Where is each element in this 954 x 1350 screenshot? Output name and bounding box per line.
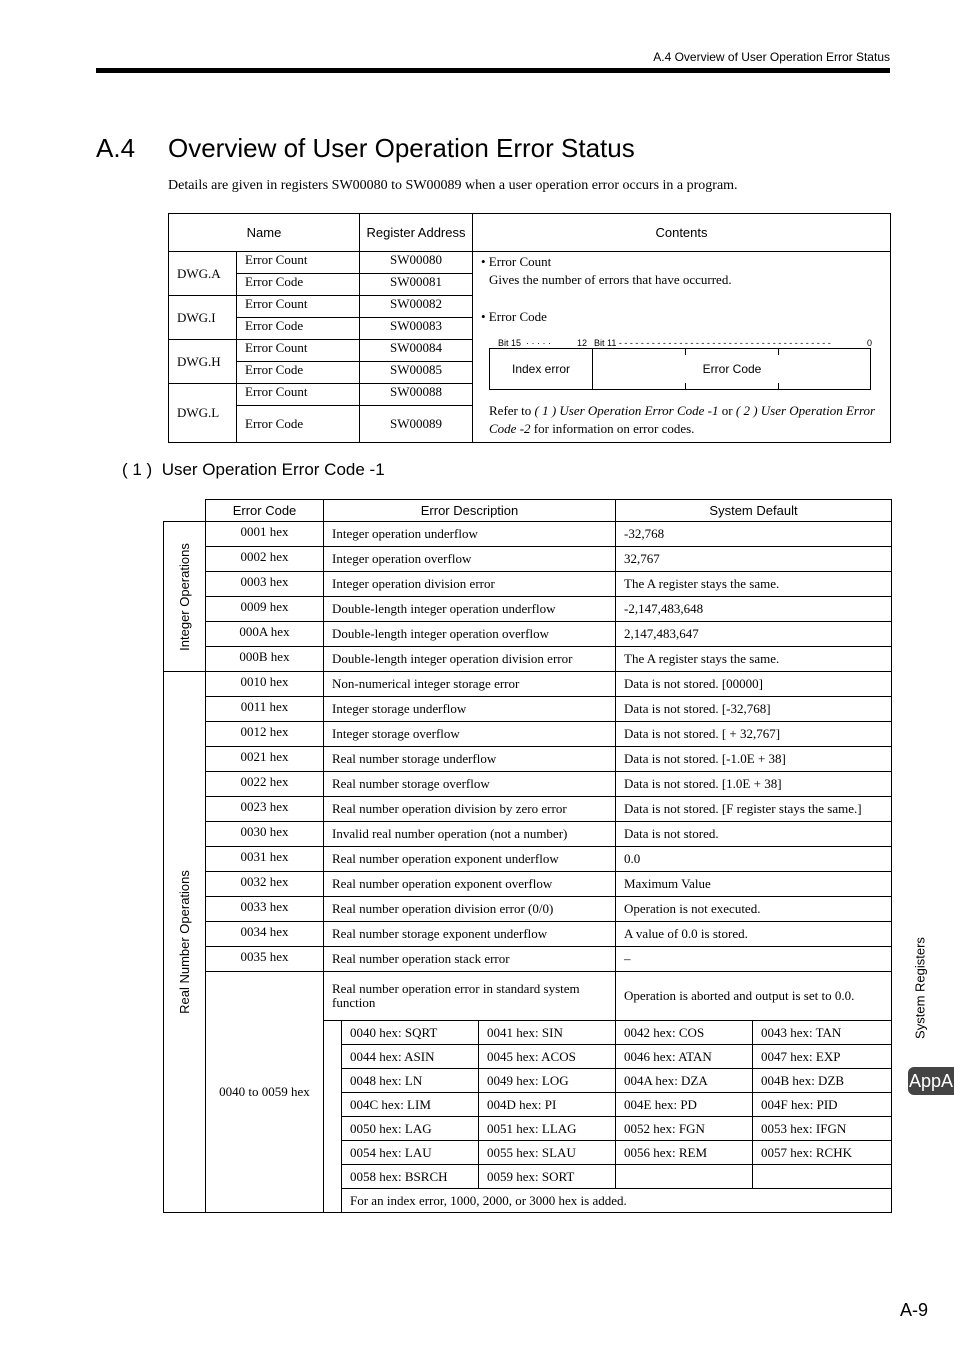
error-code-cell: 000A hex xyxy=(206,622,324,647)
function-cell: 0041 hex: SIN xyxy=(479,1021,616,1045)
function-cell: 0043 hex: TAN xyxy=(753,1021,892,1045)
function-cell: 0044 hex: ASIN xyxy=(342,1045,479,1069)
function-cell: 0058 hex: BSRCH xyxy=(342,1165,479,1189)
system-default-cell: Data is not stored. [-32,768] xyxy=(616,697,892,722)
register-address: SW00089 xyxy=(360,406,473,443)
error-description-cell: Integer operation overflow xyxy=(324,547,616,572)
error-description-cell: Real number operation error in standard system function xyxy=(324,972,616,1021)
function-cell: 0042 hex: COS xyxy=(616,1021,753,1045)
system-default-cell: 0.0 xyxy=(616,847,892,872)
error-header-row xyxy=(164,500,892,522)
error-code-cell: 0033 hex xyxy=(206,897,324,922)
real-number-operations-label-text: Real Number Operations xyxy=(176,870,192,1014)
system-default-cell: 2,147,483,647 xyxy=(616,622,892,647)
function-cell: 0049 hex: LOG xyxy=(479,1069,616,1093)
function-cell: 0055 hex: SLAU xyxy=(479,1141,616,1165)
function-cell: 0048 hex: LN xyxy=(342,1069,479,1093)
header-blank xyxy=(164,500,206,522)
function-cell: 004E hex: PD xyxy=(616,1093,753,1117)
summary-row xyxy=(169,252,891,274)
row-label: Error Code xyxy=(237,362,360,384)
row-label: Error Count xyxy=(237,296,360,318)
error-description-cell: Real number operation stack error xyxy=(324,947,616,972)
system-default-cell: – xyxy=(616,947,892,972)
system-default-cell: Data is not stored. [F register stays the same.] xyxy=(616,797,892,822)
error-code-cell: 0022 hex xyxy=(206,772,324,797)
error-description-cell: Real number operation exponent underflow xyxy=(324,847,616,872)
error-code-cell: 0034 hex xyxy=(206,922,324,947)
bit0-label: 0 xyxy=(867,338,873,348)
row-label: Error Code xyxy=(237,274,360,296)
system-default-cell: Data is not stored. xyxy=(616,822,892,847)
row-label: Error Code xyxy=(237,406,360,443)
error-code-range-cell: 0040 to 0059 hex xyxy=(206,972,324,1213)
error-count-desc: Gives the number of errors that have occurred. xyxy=(489,272,732,287)
real-rows xyxy=(164,672,892,1213)
error-description-cell: Integer operation underflow xyxy=(324,522,616,547)
group-name: DWG.L xyxy=(169,384,237,443)
error-code-cell: 0001 hex xyxy=(206,522,324,547)
function-cell: 004B hex: DZB xyxy=(753,1069,892,1093)
group-name: DWG.A xyxy=(169,252,237,296)
error-code-cell: 0012 hex xyxy=(206,722,324,747)
function-cell: 0040 hex: SQRT xyxy=(342,1021,479,1045)
table-row xyxy=(164,847,892,872)
intro-paragraph: Details are given in registers SW00080 to SW00089 when a user operation error occurs in a program. xyxy=(168,178,738,193)
section-title: Overview of User Operation Error Status xyxy=(168,133,635,163)
table-row xyxy=(164,722,892,747)
system-default-cell: Data is not stored. [1.0E + 38] xyxy=(616,772,892,797)
bit12-label: 12 xyxy=(577,338,588,348)
refer-link-1: ( 1 ) User Operation Error Code -1 xyxy=(534,403,719,418)
function-cell: 0057 hex: RCHK xyxy=(753,1141,892,1165)
error-description-cell: Real number operation exponent overflow xyxy=(324,872,616,897)
function-cell: 0054 hex: LAU xyxy=(342,1141,479,1165)
refer-line-1: Refer to ( 1 ) User Operation Error Code -1 or ( 2 ) User Operation Error xyxy=(489,403,876,418)
subsection-number: ( 1 ) xyxy=(122,460,153,479)
table-row xyxy=(164,697,892,722)
table-row xyxy=(164,547,892,572)
error-description-cell: Non-numerical integer storage error xyxy=(324,672,616,697)
error-description-cell: Integer storage underflow xyxy=(324,697,616,722)
header-register: Register Address xyxy=(360,214,473,252)
function-cell: 0047 hex: EXP xyxy=(753,1045,892,1069)
table-row xyxy=(164,947,892,972)
table-row xyxy=(164,922,892,947)
index-error-note: For an index error, 1000, 2000, or 3000 hex is added. xyxy=(342,1189,892,1213)
group-name: DWG.H xyxy=(169,340,237,384)
error-description-cell: Real number storage exponent underflow xyxy=(324,922,616,947)
register-address: SW00082 xyxy=(360,296,473,318)
error-description-cell: Real number operation division error (0/0) xyxy=(324,897,616,922)
contents-cell xyxy=(473,252,891,443)
system-default-cell: -32,768 xyxy=(616,522,892,547)
function-cell: 004D hex: PI xyxy=(479,1093,616,1117)
error-code-cell: 0002 hex xyxy=(206,547,324,572)
table-row xyxy=(164,822,892,847)
error-description-cell: Double-length integer operation underflow xyxy=(324,597,616,622)
error-description-cell: Integer operation division error xyxy=(324,572,616,597)
row-label: Error Count xyxy=(237,384,360,406)
header-contents: Contents xyxy=(473,214,891,252)
function-cell: 0051 hex: LLAG xyxy=(479,1117,616,1141)
system-default-cell: Data is not stored. [ + 32,767] xyxy=(616,722,892,747)
error-code-cell: 0011 hex xyxy=(206,697,324,722)
function-cell: 0052 hex: FGN xyxy=(616,1117,753,1141)
page-number: A-9 xyxy=(900,1300,929,1320)
function-cell: 0056 hex: REM xyxy=(616,1141,753,1165)
error-code-table xyxy=(163,499,892,1213)
error-description-cell: Real number storage underflow xyxy=(324,747,616,772)
row-label: Error Count xyxy=(237,340,360,362)
header-rule xyxy=(96,68,890,73)
table-row xyxy=(164,897,892,922)
indent-cell xyxy=(324,1021,342,1213)
table-row xyxy=(164,572,892,597)
refer-link-2: ( 2 ) User Operation Error xyxy=(735,403,876,418)
error-code-cell: 000B hex xyxy=(206,647,324,672)
error-code-cell: 0009 hex xyxy=(206,597,324,622)
register-address: SW00083 xyxy=(360,318,473,340)
table-row xyxy=(164,597,892,622)
system-default-cell: 32,767 xyxy=(616,547,892,572)
header-system-default: System Default xyxy=(616,500,892,522)
register-address: SW00080 xyxy=(360,252,473,274)
index-error-field: Index error xyxy=(511,362,571,376)
header-error-description: Error Description xyxy=(324,500,616,522)
error-code-cell: 0021 hex xyxy=(206,747,324,772)
error-description-cell: Invalid real number operation (not a number) xyxy=(324,822,616,847)
function-cell xyxy=(616,1165,753,1189)
system-default-cell: The A register stays the same. xyxy=(616,647,892,672)
function-cell: 0053 hex: IFGN xyxy=(753,1117,892,1141)
integer-operations-label-text: Integer Operations xyxy=(176,542,192,651)
error-code-cell: 0031 hex xyxy=(206,847,324,872)
error-code-title: • Error Code xyxy=(481,309,547,324)
table-row xyxy=(164,872,892,897)
running-header: A.4 Overview of User Operation Error Status xyxy=(653,50,890,64)
summary-header-row xyxy=(169,214,891,252)
page-title xyxy=(96,133,635,164)
error-description-cell: Real number operation division by zero error xyxy=(324,797,616,822)
appendix-tab: AppA xyxy=(908,1067,954,1095)
error-description-cell: Integer storage overflow xyxy=(324,722,616,747)
table-row xyxy=(164,972,892,1021)
register-address: SW00088 xyxy=(360,384,473,406)
error-code-field: Error Code xyxy=(702,362,762,376)
row-label: Error Code xyxy=(237,318,360,340)
function-cell: 0050 hex: LAG xyxy=(342,1117,479,1141)
header-error-code: Error Code xyxy=(206,500,324,522)
function-cell: 0059 hex: SORT xyxy=(479,1165,616,1189)
system-default-cell: Data is not stored. [-1.0E + 38] xyxy=(616,747,892,772)
system-default-cell: -2,147,483,648 xyxy=(616,597,892,622)
bit-layout-box xyxy=(489,348,871,390)
function-cell: 004C hex: LIM xyxy=(342,1093,479,1117)
function-cell: 004F hex: PID xyxy=(753,1093,892,1117)
register-address: SW00084 xyxy=(360,340,473,362)
refer-line-2: Code -2 for information on error codes. xyxy=(489,421,695,436)
system-default-cell: The A register stays the same. xyxy=(616,572,892,597)
error-count-title: • Error Count xyxy=(481,254,552,269)
error-code-cell: 0010 hex xyxy=(206,672,324,697)
register-address: SW00081 xyxy=(360,274,473,296)
function-cell: 0045 hex: ACOS xyxy=(479,1045,616,1069)
bit11-label: Bit 11 - - - - - - - - - - - - - - - - - - - - - - - - - - - - - - - - - - - - - - - xyxy=(594,338,831,348)
table-row xyxy=(164,747,892,772)
table-row xyxy=(164,647,892,672)
side-label: System Registers xyxy=(912,936,928,1039)
error-code-cell: 0035 hex xyxy=(206,947,324,972)
error-code-cell: 0032 hex xyxy=(206,872,324,897)
error-code-cell: 0023 hex xyxy=(206,797,324,822)
system-default-cell: Operation is aborted and output is set to 0.0. xyxy=(616,972,892,1021)
error-description-cell: Real number storage overflow xyxy=(324,772,616,797)
subsection-heading xyxy=(122,460,385,480)
table-row xyxy=(164,672,892,697)
real-number-operations-label xyxy=(164,672,206,1213)
bit15-label: Bit 15 · · · · · xyxy=(498,338,552,348)
section-number: A.4 xyxy=(96,133,136,163)
table-row xyxy=(164,772,892,797)
integer-rows xyxy=(164,522,892,672)
error-code-cell: 0030 hex xyxy=(206,822,324,847)
subsection-title: User Operation Error Code -1 xyxy=(161,460,385,479)
system-default-cell: Data is not stored. [00000] xyxy=(616,672,892,697)
system-default-cell: Operation is not executed. xyxy=(616,897,892,922)
system-default-cell: Maximum Value xyxy=(616,872,892,897)
function-cell: 004A hex: DZA xyxy=(616,1069,753,1093)
error-description-cell: Double-length integer operation overflow xyxy=(324,622,616,647)
group-name: DWG.I xyxy=(169,296,237,340)
integer-operations-label xyxy=(164,522,206,672)
table-row xyxy=(164,622,892,647)
error-code-cell: 0003 hex xyxy=(206,572,324,597)
register-address: SW00085 xyxy=(360,362,473,384)
table-row xyxy=(164,797,892,822)
error-description-cell: Double-length integer operation division error xyxy=(324,647,616,672)
system-default-cell: A value of 0.0 is stored. xyxy=(616,922,892,947)
header-name: Name xyxy=(169,214,360,252)
summary-table xyxy=(168,213,891,443)
function-cell xyxy=(753,1165,892,1189)
row-label: Error Count xyxy=(237,252,360,274)
table-row xyxy=(164,522,892,547)
function-cell: 0046 hex: ATAN xyxy=(616,1045,753,1069)
